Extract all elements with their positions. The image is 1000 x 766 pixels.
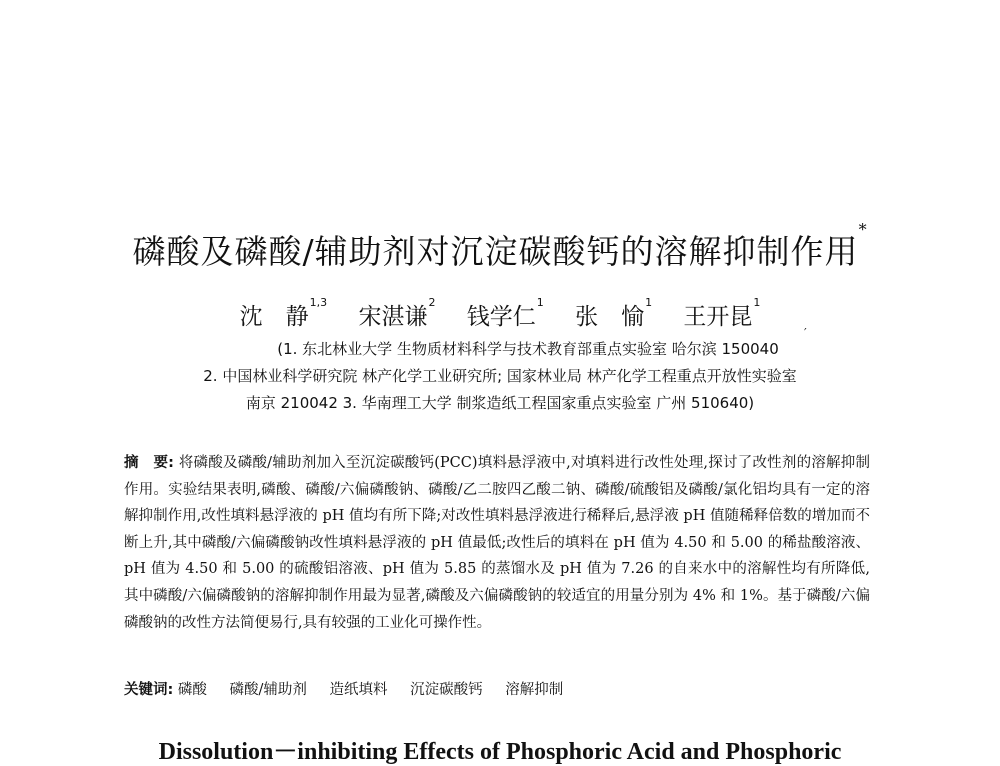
english-title: Dissolution－inhibiting Effects of Phosphoric Acid and Phosphoric	[158, 739, 842, 765]
affiliation-line-2: 2. 中国林业科学研究院 林产化学工业研究所; 国家林业局 林产化学工程重点开放性实验室	[203, 367, 797, 385]
author-affiliation-mark: 1	[645, 296, 653, 309]
abstract-text: 将磷酸及磷酸/辅助剂加入至沉淀碳酸钙(PCC)填料悬浮液中,对填料进行改性处理,探讨了改性剂的溶解抑制作用。实验结果表明,磷酸、磷酸/六偏磷酸钠、磷酸/乙二胺四乙酸二钠、磷酸/硫酸铝及磷酸/氯化铝均具有一定的溶解抑制作用,改性填料悬浮液的 pH 值均有所下降;对改性填料悬浮液进行稀释后,悬浮液 pH 值随稀释倍数的增加而不断上升,其中磷酸/六偏磷酸钠改性填料悬浮液的 pH 值最低;改性后的填料在 pH 值为 4.50 和 5.00 的稀盐酸溶液、pH 值为 4.50 和 5.00 的硫酸铝溶液、pH 值为 5.85 的蒸馏水及 pH 值为 7.26 的自来水中的溶解性均有所降低,其中磷酸/六偏磷酸钠的溶解抑制作用最为显著,磷酸及六偏磷酸钠的较适宜的用量分别为 4% 和 1%。基于磷酸/六偏磷酸钠的改性方法简便易行,具有较强的工业化可操作性。	[124, 455, 871, 631]
author-affiliation-mark: 2	[428, 296, 436, 309]
author	[683, 298, 760, 331]
paper-title-text: 磷酸及磷酸/辅助剂对沉淀碳酸钙的溶解抑制作用	[132, 232, 859, 271]
author-affiliation-mark: 1,3	[309, 296, 328, 309]
stray-mark: ′	[804, 326, 807, 340]
author-affiliation-mark: 1	[536, 296, 544, 309]
keyword: 溶解抑制	[505, 682, 564, 698]
abstract-label: 摘 要:	[124, 455, 174, 471]
author-list	[0, 298, 1000, 331]
keyword: 磷酸/辅助剂	[229, 682, 307, 698]
author-affiliation-mark: 1	[753, 296, 761, 309]
author-name: 沈 静	[239, 304, 309, 330]
author-name: 张 愉	[575, 304, 645, 330]
author	[240, 298, 328, 331]
affiliation-line-3: 南京 210042 3. 华南理工大学 制浆造纸工程国家重点实验室 广州 510640)	[245, 394, 755, 412]
abstract	[124, 450, 870, 636]
author	[575, 298, 652, 331]
keyword: 造纸填料	[329, 682, 388, 698]
keywords	[124, 678, 581, 699]
paper-title	[0, 220, 1000, 273]
affiliation-line-1: (1. 东北林业大学 生物质材料科学与技术教育部重点实验室 哈尔滨 150040	[277, 340, 779, 358]
keyword: 磷酸	[177, 682, 207, 698]
author-name: 钱学仁	[466, 304, 536, 330]
author	[467, 298, 544, 331]
author-name: 王开昆	[683, 304, 753, 330]
author	[358, 298, 435, 331]
keyword: 沉淀碳酸钙	[410, 682, 483, 698]
title-footnote-mark: *	[858, 220, 868, 239]
author-name: 宋湛谦	[358, 304, 428, 330]
keywords-label: 关键词:	[124, 682, 174, 698]
